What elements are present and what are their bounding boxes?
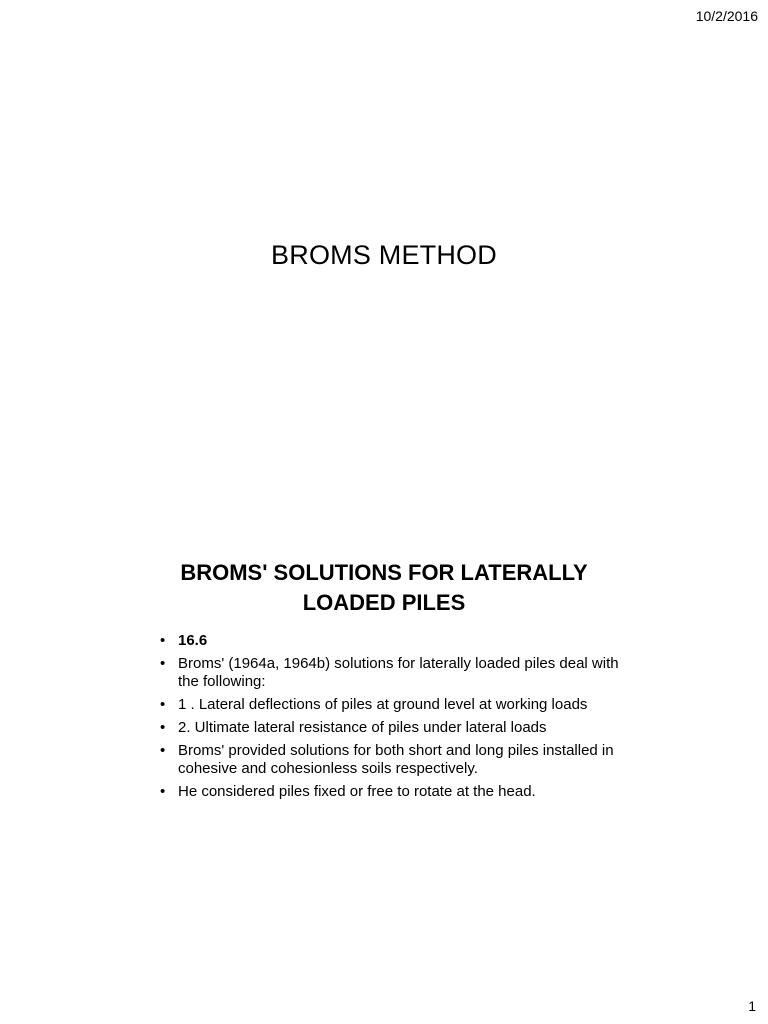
bullet-item [160, 783, 630, 801]
slide-2-title-line-2: LOADED PILES [302, 590, 466, 615]
bullet-text: Broms' provided solutions for both short and long piles installed in cohesive and cohesionless soils respectively. [178, 742, 614, 777]
bullet-text: 16.6 [178, 632, 208, 649]
bullet-item [160, 655, 630, 691]
page-number: 1 [748, 998, 756, 1014]
bullet-text: He considered piles fixed or free to rotate at the head. [178, 783, 536, 800]
bullet-list [160, 632, 630, 806]
bullet-item [160, 742, 630, 778]
slide-2-title-line-1: BROMS' SOLUTIONS FOR LATERALLY [180, 560, 588, 585]
bullet-text: 2. Ultimate lateral resistance of piles under lateral loads [178, 719, 547, 736]
print-date: 10/2/2016 [695, 8, 758, 24]
bullet-marker: • [160, 655, 166, 672]
bullet-marker: • [160, 783, 166, 800]
bullet-marker: • [160, 632, 166, 649]
bullet-item [160, 696, 630, 714]
bullet-marker: • [160, 719, 166, 736]
slide-2-title [134, 558, 634, 618]
bullet-marker: • [160, 742, 166, 759]
slide-1-title: BROMS METHOD [271, 240, 497, 270]
bullet-text: 1 . Lateral deflections of piles at ground level at working loads [178, 696, 588, 713]
bullet-marker: • [160, 696, 166, 713]
bullet-item [160, 719, 630, 737]
bullet-item [160, 632, 630, 650]
bullet-text: Broms' (1964a, 1964b) solutions for laterally loaded piles deal with the following: [178, 655, 619, 690]
